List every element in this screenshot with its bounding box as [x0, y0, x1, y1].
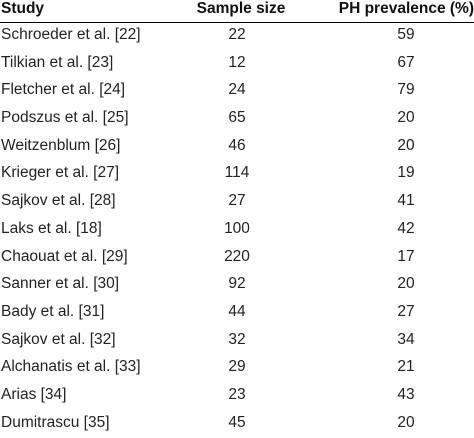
ph-prevalence-cell: 59 — [397, 26, 415, 43]
sample-size-cell: 45 — [228, 413, 246, 431]
study-cell: Dumitrascu [35] — [1, 413, 110, 431]
study-cell: Schroeder et al. [22] — [1, 26, 141, 43]
table-row — [0, 161, 474, 189]
study-cell: Sanner et al. [30] — [1, 275, 120, 293]
table-row — [0, 106, 474, 134]
ph-prevalence-cell: 34 — [397, 330, 415, 348]
ph-prevalence-cell: 20 — [397, 109, 415, 127]
ph-prevalence-cell: 79 — [397, 81, 415, 99]
table-row — [0, 272, 474, 300]
sample-size-cell: 27 — [228, 192, 246, 210]
table-row — [0, 328, 474, 356]
ph-prevalence-cell: 20 — [397, 275, 415, 293]
study-cell: Podszus et al. [25] — [1, 109, 129, 127]
table-row — [0, 300, 474, 328]
ph-prevalence-cell: 27 — [397, 302, 415, 320]
study-cell: Sajkov et al. [32] — [1, 330, 116, 348]
table-row — [0, 189, 474, 217]
sample-size-cell: 22 — [228, 26, 246, 43]
study-cell: Alchanatis et al. [33] — [1, 358, 141, 376]
sample-size-cell: 44 — [228, 302, 246, 320]
column-header-ph-prevalence: PH prevalence (%) — [338, 0, 474, 17]
sample-size-cell: 12 — [228, 53, 246, 71]
column-header-sample-size: Sample size — [196, 0, 286, 17]
study-cell: Bady et al. [31] — [1, 302, 105, 320]
study-cell: Chaouat et al. [29] — [1, 247, 128, 265]
study-cell: Laks et al. [18] — [1, 219, 102, 237]
table-row — [0, 245, 474, 273]
sample-size-cell: 92 — [228, 275, 246, 293]
ph-prevalence-cell: 67 — [397, 53, 415, 71]
table-row — [0, 217, 474, 245]
sample-size-cell: 100 — [224, 219, 250, 237]
ph-prevalence-cell: 20 — [397, 413, 415, 431]
sample-size-cell: 114 — [224, 164, 250, 182]
table-row — [0, 78, 474, 106]
ph-prevalence-cell: 42 — [397, 219, 415, 237]
sample-size-cell: 29 — [228, 358, 246, 376]
sample-size-cell: 46 — [228, 136, 246, 154]
sample-size-cell: 220 — [224, 247, 250, 265]
study-cell: Weitzenblum [26] — [1, 136, 121, 154]
ph-prevalence-cell: 41 — [397, 192, 415, 210]
study-cell: Arias [34] — [1, 385, 67, 403]
column-header-study: Study — [1, 0, 45, 17]
ph-prevalence-cell: 43 — [397, 385, 415, 403]
ph-prevalence-cell: 17 — [397, 247, 415, 265]
sample-size-cell: 24 — [228, 81, 246, 99]
ph-prevalence-cell: 20 — [397, 136, 415, 154]
table-row — [0, 411, 474, 438]
sample-size-cell: 23 — [228, 385, 246, 403]
study-cell: Fletcher et al. [24] — [1, 81, 126, 99]
table-row — [0, 51, 474, 79]
table-header — [0, 0, 474, 23]
table-row — [0, 134, 474, 162]
table-row — [0, 355, 474, 383]
ph-prevalence-cell: 21 — [397, 358, 415, 376]
study-cell: Tilkian et al. [23] — [1, 53, 114, 71]
ph-prevalence-cell: 19 — [397, 164, 415, 182]
sample-size-cell: 65 — [228, 109, 246, 127]
table-row — [0, 383, 474, 411]
study-cell: Krieger et al. [27] — [1, 164, 120, 182]
table-row — [0, 23, 474, 51]
study-cell: Sajkov et al. [28] — [1, 192, 116, 210]
sample-size-cell: 32 — [228, 330, 246, 348]
